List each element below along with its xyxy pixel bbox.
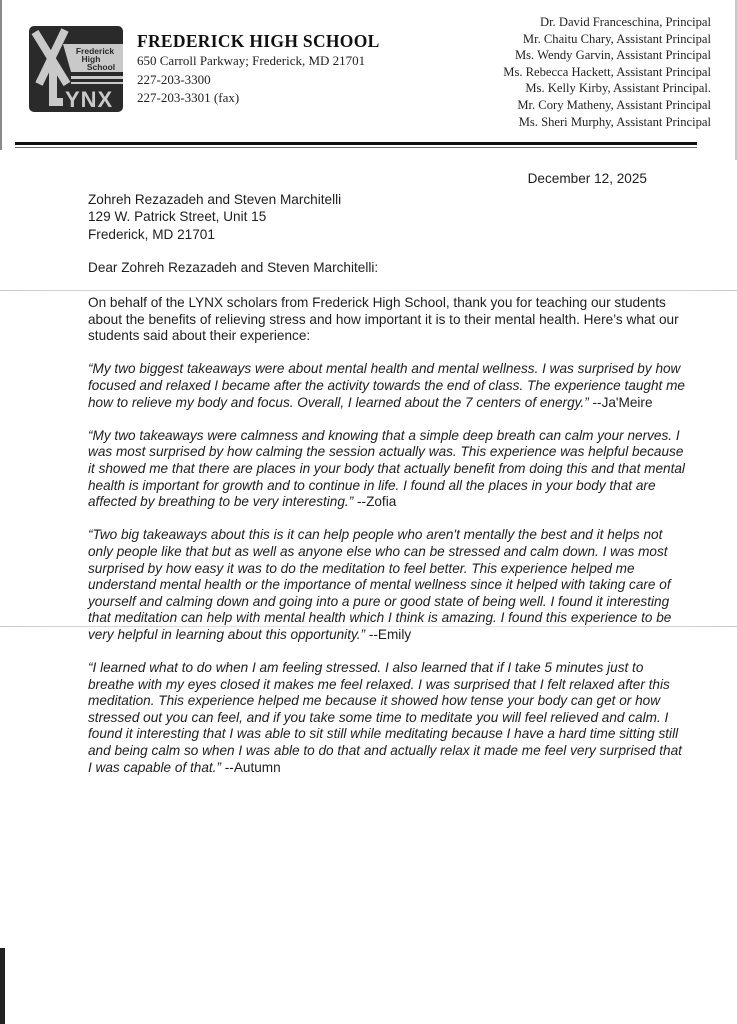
- quote-text: “Two big takeaways about this is it can help people who aren't mentally the best and it helps not only people like that but as well as anyone else who can be stressed and calm down. I was most surprised by how easy it was to do the meditation to feel better. This experience helped me understand mental health or the importance of mental wellness since it helped with taking care of yourself and calming down and going into a pure or good state of being well. I found it interesting that meditation can help with mental health which I think is amazing. I found this experience to be very helpful in learning about this opportunity.”: [88, 527, 672, 642]
- student-quote: [88, 527, 688, 643]
- paper-fold-line: [0, 290, 737, 291]
- recipient-city: Frederick, MD 21701: [88, 226, 215, 242]
- staff-item: Ms. Rebecca Hackett, Assistant Principal: [503, 64, 711, 79]
- school-fax: 227-203-3301 (fax): [137, 90, 240, 105]
- intro-paragraph: On behalf of the LYNX scholars from Frederick High School, thank you for teaching our students about the benefits of relieving stress and how important it is to their mental health. Here’s what our students said about their experience:: [88, 295, 679, 344]
- staff-item: Ms. Kelly Kirby, Assistant Principal.: [525, 81, 711, 96]
- student-quote: [88, 428, 688, 511]
- student-quote: [88, 660, 688, 776]
- logo-text-school: School: [86, 62, 116, 72]
- quote-author: --Emily: [365, 626, 412, 642]
- letter-body: [88, 295, 688, 793]
- recipient-address: [88, 191, 341, 243]
- student-quote: [88, 361, 688, 411]
- staff-item: Mr. Cory Matheny, Assistant Principal: [517, 97, 711, 112]
- quote-author: --Zofia: [353, 494, 397, 510]
- recipient-street: 129 W. Patrick Street, Unit 15: [88, 209, 267, 225]
- school-name: FREDERICK HIGH SCHOOL: [137, 31, 380, 51]
- school-logo: [29, 26, 123, 112]
- letter-date: December 12, 2025: [527, 171, 647, 186]
- scan-edge-mark: [0, 0, 2, 150]
- logo-text-ynx: YNX: [65, 87, 114, 112]
- staff-item: Ms. Sheri Murphy, Assistant Principal: [518, 114, 711, 129]
- recipient-names: Zohreh Rezazadeh and Steven Marchitelli: [88, 192, 342, 207]
- school-info: [137, 30, 380, 108]
- logo-stripe: [71, 82, 123, 84]
- scan-edge-mark: [0, 948, 5, 1024]
- letterhead-divider-thin: [15, 147, 697, 148]
- school-address: 650 Carroll Parkway; Frederick, MD 21701: [137, 53, 366, 68]
- staff-item: Dr. David Franceschina, Principal: [539, 15, 711, 29]
- staff-item: Ms. Wendy Garvin, Assistant Principal: [514, 48, 711, 63]
- salutation: Dear Zohreh Rezazadeh and Steven Marchitelli:: [88, 260, 379, 275]
- school-phone: 227-203-3300: [137, 71, 211, 87]
- staff-item: Mr. Chaitu Chary, Assistant Principal: [522, 31, 711, 46]
- lynx-logo-icon: [29, 26, 123, 112]
- quote-text: “My two biggest takeaways were about mental health and mental wellness. I was surprised by how focused and relaxed I became after the activity towards the end of class. The experience taught me how to relieve my body and focus. Overall, I learned about the 7 centers of energy.”: [88, 361, 685, 410]
- quote-author: --Autumn: [221, 759, 281, 775]
- quote-text: “I learned what to do when I am feeling stressed. I also learned that if I take 5 minutes just to breathe with my eyes closed it makes me feel relaxed. I was surprised that I felt relaxed after this meditation. This experience helped me because it showed how tense your body can get or how stressed out you can feel, and if you take some time to meditate you will feel relieved and calm. I found it interesting that I was able to sit still while meditating because I have a hard time sitting still and being calm so when I was able to do that and actually relax it made me feel very surprised that I was capable of that.”: [88, 660, 682, 775]
- logo-text-high: High: [81, 54, 101, 64]
- logo-text-frederick: Frederick: [75, 46, 115, 56]
- letterhead-divider: [15, 142, 697, 145]
- quote-text: “My two takeaways were calmness and knowing that a simple deep breath can calm your nerves. I was most surprised by how calming the session actually was. This experience was helpful because it showed me that there are places in your body that actually benefit from doing this and that mental health is important for growth and to continue in life. I found all the places in your body that are affected by breathing to be very interesting.”: [88, 427, 685, 510]
- staff-list: [503, 14, 711, 130]
- quote-author: --Ja'Meire: [588, 394, 653, 410]
- logo-l-stroke: [49, 98, 63, 106]
- logo-stripe: [71, 76, 123, 79]
